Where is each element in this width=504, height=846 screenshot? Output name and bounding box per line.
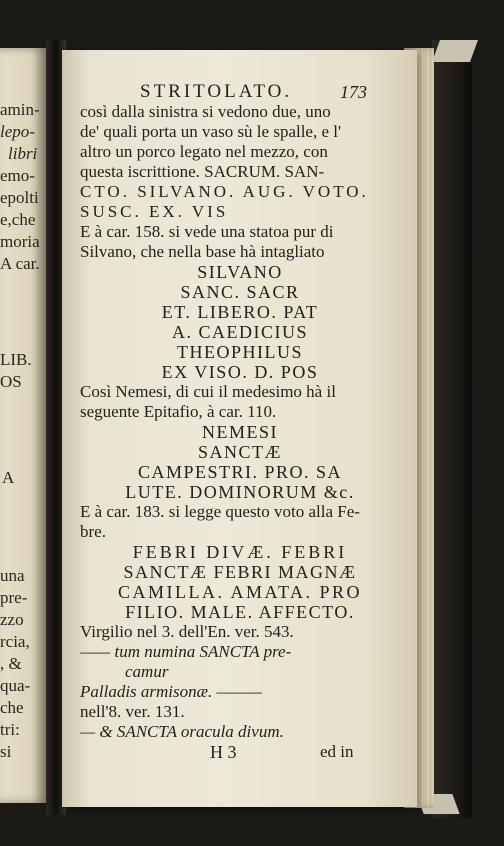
inscription-line: SANCTÆ — [197, 442, 282, 462]
inscription-line: FEBRI DIVÆ. FEBRI — [132, 542, 348, 562]
catchword: ed in — [320, 742, 354, 761]
text-line: altro un porco legato nel mezzo, con — [80, 142, 328, 161]
inscription-line: ET. LIBERO. PAT — [161, 302, 319, 322]
left-page — [0, 48, 46, 803]
left-fragment: qua- — [0, 676, 31, 695]
inscription-line: THEOPHILUS — [177, 342, 303, 362]
left-fragment: lepo- — [0, 122, 35, 141]
text-line: bre. — [80, 522, 106, 541]
left-fragment: tri: — [0, 720, 20, 739]
book-cover-edge — [432, 40, 472, 818]
quote-line: Palladis armisonæ. ——— — [80, 682, 262, 701]
left-fragment: che — [0, 698, 24, 717]
left-fragment: si — [0, 742, 12, 761]
text-line: CTO. SILVANO. AUG. VOTO. — [80, 182, 369, 201]
left-fragment: libri — [8, 144, 38, 163]
quote-line: camur — [125, 662, 169, 681]
left-fragment: zzo — [0, 610, 24, 629]
inscription-line: NEMESI — [202, 422, 278, 442]
text-line: E à car. 158. si vede una statoa pur di — [80, 222, 334, 241]
inscription-line: LUTE. DOMINORUM &c. — [125, 482, 355, 502]
page-number: 173 — [340, 82, 367, 102]
cover-corner-top — [432, 40, 478, 62]
inscription-line: CAMILLA. AMATA. PRO — [117, 582, 363, 602]
inscription-line: SILVANO — [197, 262, 283, 282]
text-line: Virgilio nel 3. dell'En. ver. 543. — [80, 622, 294, 641]
left-fragment: A — [2, 468, 15, 487]
left-fragment: e,che — [0, 210, 36, 229]
left-fragment — [2, 276, 46, 296]
inscription-line: SANC. SACR — [180, 282, 300, 302]
inscription-line: EX VISO. D. POS — [161, 362, 319, 382]
inscription-line: SANCTÆ FEBRI MAGNÆ — [123, 562, 357, 582]
signature-mark: H 3 — [210, 742, 237, 762]
left-fragment: amin- — [0, 100, 40, 119]
left-fragment: LIB. — [0, 350, 32, 369]
quote-line: — & SANCTA oracula divum. — [80, 722, 284, 741]
left-fragment: , & — [0, 654, 22, 673]
left-fragment: A car. — [0, 254, 40, 273]
text-line: nell'8. ver. 131. — [80, 702, 185, 721]
inscription-line: FILIO. MALE. AFFECTO. — [125, 602, 355, 622]
quote-line: —— tum numina SANCTA pre- — [80, 642, 292, 661]
text-line: Silvano, che nella base hà intagliato — [80, 242, 325, 261]
inscription-line: CAMPESTRI. PRO. SA — [137, 462, 343, 482]
left-fragment: OS — [0, 372, 22, 391]
text-line: SUSC. EX. VIS — [80, 202, 229, 221]
left-fragment: moria — [0, 232, 40, 251]
left-fragment: una — [0, 566, 25, 585]
left-fragment: emo- — [0, 166, 35, 185]
left-fragment: pre- — [0, 588, 28, 607]
text-line: questa iscrittione. SACRUM. SAN- — [80, 162, 325, 181]
inscription-line: A. CAEDICIUS — [171, 322, 308, 342]
text-line: Così Nemesi, di cui il medesimo hà il — [80, 382, 336, 401]
text-line: E à car. 183. si legge questo voto alla Fe- — [80, 502, 360, 521]
running-head: STRITOLATO. — [140, 81, 293, 102]
left-fragment: rcia, — [0, 632, 30, 651]
left-fragment: epolti — [0, 188, 39, 207]
text-line: de' quali porta un vaso sù le spalle, e l' — [80, 122, 342, 141]
text-line: così dalla sinistra si vedono due, uno — [80, 102, 331, 121]
text-line: seguente Epitafio, à car. 110. — [80, 402, 277, 421]
